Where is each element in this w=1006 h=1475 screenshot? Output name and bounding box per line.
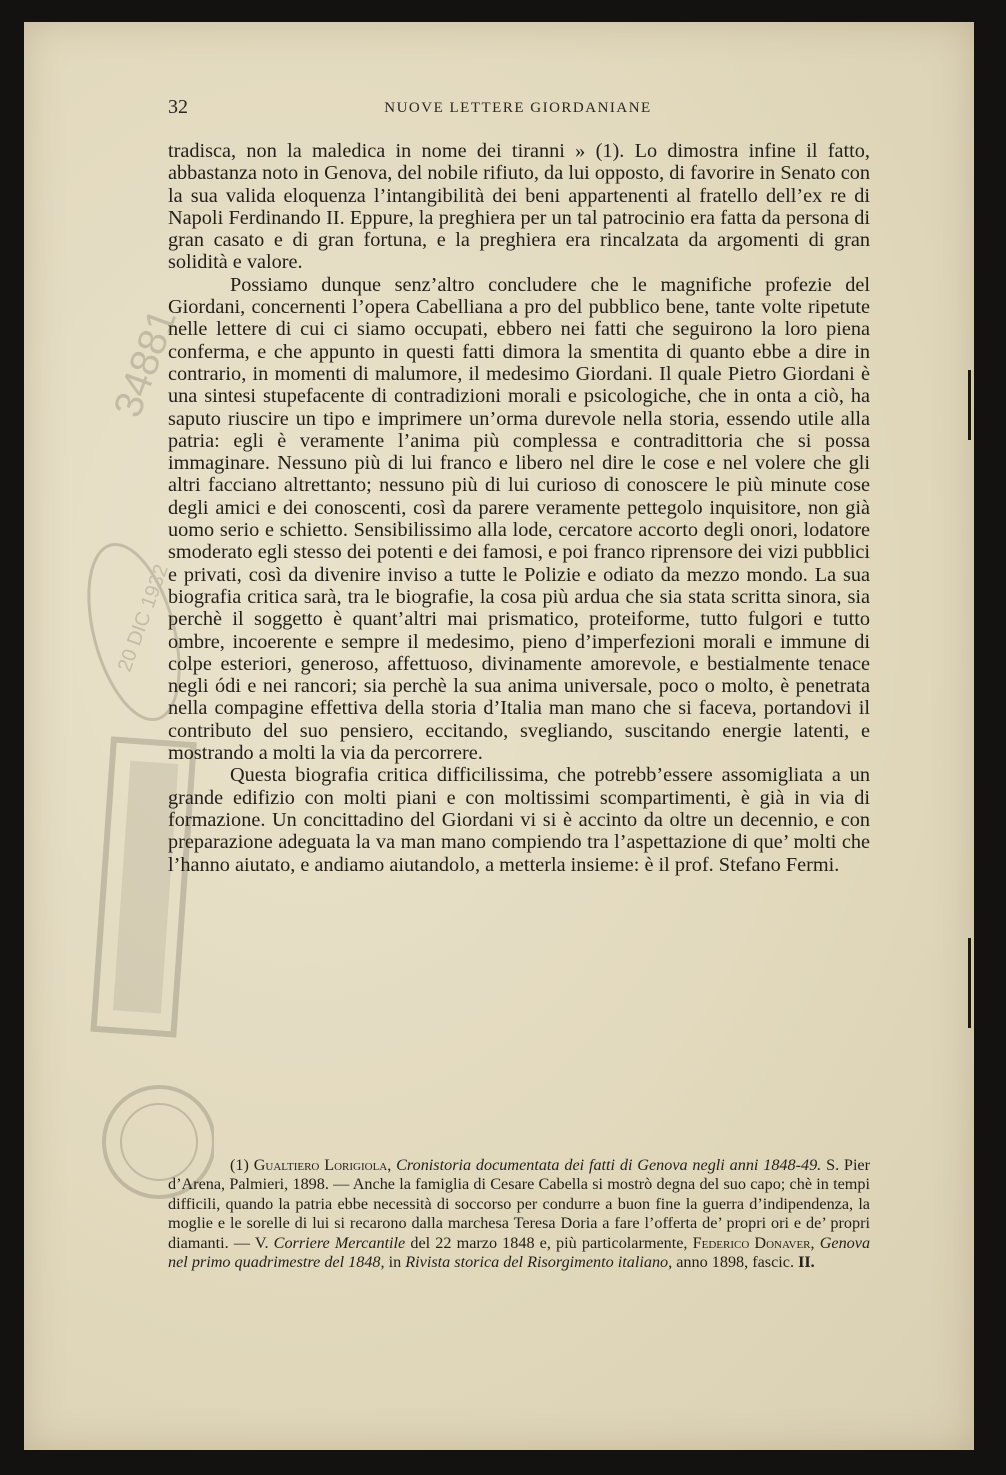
footnote-issue: II. (798, 1253, 815, 1272)
binding-mark (968, 370, 971, 440)
running-title: NUOVE LETTERE GIORDANIANE (384, 100, 652, 116)
paragraph: Questa biografia critica difficilissima, che potrebb’essere assomigliata a un grande edifizio con molti piani e con moltissimi scompartimenti, è già in via di formazione. Un concittadino del Giordani vi si è accinto da oltre un decennio, e con preparazione adeguata la va man mano compiendo tra l’aspettazione di que’ molti che l’hanno aiutato, e andiamo aiutandolo, a metterla insieme: è il prof. Stefano Fermi. (168, 764, 870, 876)
footnote-text: del 22 marzo 1848 e, più particolarmente, (410, 1233, 688, 1252)
footnote-author: Gualtiero Lorigiola, (253, 1156, 392, 1174)
paragraph: Possiamo dunque senz’altro concludere che le magnifiche profezie del Giordani, concernenti l’opera Cabelliana a pro del pubblico bene, tante volte ripetute nelle lettere di cui ci siamo occupati, ebbero nei fatti che seguirono la loro piena conferma, e che appunto in questi fatti dimora la smentita di quanto ebbe a dire in contrario, in momenti di malumore, il medesimo Giordani. Il quale Pietro Giordani è una sintesi stupefacente di contradizioni morali e psicologiche, che in onta a ciò, ha saputo riuscire un tipo e imprimere un’orma durevole nella storia, essendo utile alla patria: egli è veramente l’anima più complessa e contradittoria che si possa immaginare. Nessuno più di lui franco e libero nel dire le cose e nel volere che gli altri facciano altrettanto; nessuno più di lui curioso di conoscere le più minute cose degli amici e dei conoscenti, così da parere veramente pettegolo inquisitore, non già uomo serio e schietto. Sensibilissimo alla lode, cercatore accorto degli onori, lodatore smoderato egli stesso dei potenti e dei famosi, e poi franco riprensore dei vizi pubblici e privati, così da divenire inviso a tutte le Polizie e odiato da mezzo mondo. La sua biografia critica sarà, tra le biografie, la cosa più ardua che sia stata scritta sinora, sia perchè il soggetto è quant’altri mai prismatico, proteiforme, tutto fulgori e tutto ombre, incoerente e sempre il medesimo, pieno d’imperfezioni morali e immune di colpe esteriori, generoso, affettuoso, divinamente amorevole, e bestialmente tenace negli ódi e nei rancori; sia perchè la sua anima universale, poco o molto, è penetrata nella compagine effettiva della storia d’Italia man mano che si faceva, portandovi il contributo del suo pensiero, eccitando, svegliando, suscitando energie latenti, e mostrando a molti la via da percorrere. (168, 273, 870, 765)
footnote-text: S. Pier d’Arena, Palmieri, 1898. — Anche la famiglia di Cesare Cabella si mostrò degna del suo capo; chè in tempi difficili, quando la patria ebbe necessità di soccorso per condurre a buon fine la guerra d’indipendenza, la moglie e le sorelle di lui si recarono dalla marchesa Teresa Doria a fare l’offerta de’ propri ori e de’ propri diamanti. — V. (168, 1156, 871, 1252)
accession-number-stamp: 34881 (105, 303, 186, 423)
binding-mark (968, 938, 971, 1028)
footnote-title: Genova nel primo quadrimestre del 1848, (168, 1233, 871, 1272)
footnote-title: Cronistoria documentata dei fatti di Genova negli anni 1848-49. (396, 1156, 822, 1174)
footnote-author: Federico Donaver, (692, 1233, 815, 1252)
body-text (168, 140, 870, 876)
page-number: 32 (168, 96, 188, 118)
footnote (168, 1156, 870, 1272)
paragraph: tradisca, non la maledica in nome dei tiranni » (1). Lo dimostra infine il fatto, abbastanza noto in Genova, del nobile rifiuto, da lui opposto, di favorire in Senato con la sua valida eloquenza l’intangibilità dei beni appartenenti al fratello dell’ex re di Napoli Ferdinando II. Eppure, la preghiera per un tal patrocinio era fatta da persona di gran casato e di gran fortuna, e la preghiera era rincalzata da argomenti di gran solidità e valore. (168, 140, 870, 274)
footnote-title: Corriere Mercantile (273, 1233, 406, 1252)
footnote-text: anno 1898, fascic. (676, 1253, 795, 1272)
footnote-text: in (388, 1253, 402, 1272)
page-header (168, 96, 868, 126)
footnote-marker: (1) (230, 1156, 249, 1174)
footnote-title: Rivista storica del Risorgimento italiano, (405, 1253, 673, 1272)
date-stamp: 20 DIC 1932 (113, 561, 173, 675)
